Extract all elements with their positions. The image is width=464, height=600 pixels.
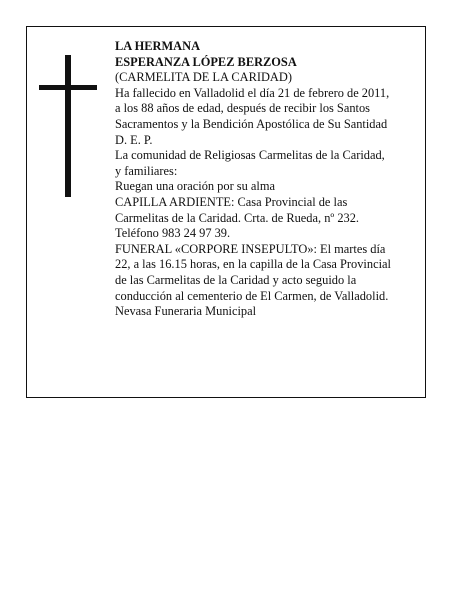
body-line: Carmelitas de la Caridad. Crta. de Rueda, nº 232. — [115, 210, 360, 225]
latin-cross-icon — [39, 55, 97, 197]
body-line: a los 88 años de edad, después de recibir los Santos — [115, 101, 370, 116]
notice-text — [115, 39, 421, 320]
body-line: y familiares: — [115, 163, 178, 178]
body-line: conducción al cementerio de El Carmen, de Valladolid. — [115, 288, 389, 303]
body-line: de las Carmelitas de la Caridad y acto seguido la — [115, 272, 357, 287]
cross-vertical-bar — [65, 55, 71, 197]
body-line: Ruegan una oración por su alma — [115, 179, 275, 194]
religious-order: (CARMELITA DE LA CARIDAD) — [115, 70, 292, 85]
body-line: CAPILLA ARDIENTE: Casa Provincial de las — [115, 194, 348, 209]
body-line: FUNERAL «CORPORE INSEPULTO»: El martes día — [115, 241, 386, 256]
body-line: Teléfono 983 24 97 39. — [115, 226, 231, 241]
cross-horizontal-bar — [39, 85, 97, 90]
body-line: D. E. P. — [115, 132, 153, 147]
body-line: La comunidad de Religiosas Carmelitas de la Caridad, — [115, 148, 385, 163]
body-line: Sacramentos y la Bendición Apostólica de Su Santidad — [115, 116, 388, 131]
obituary-notice — [26, 26, 426, 398]
notice-heading: LA HERMANA — [115, 39, 201, 53]
body-line: 22, a las 16.15 horas, en la capilla de la Casa Provincial — [115, 257, 391, 272]
funeral-home: Nevasa Funeraria Municipal — [115, 304, 257, 319]
deceased-name: ESPERANZA LÓPEZ BERZOSA — [115, 54, 297, 69]
body-line: Ha fallecido en Valladolid el día 21 de febrero de 2011, — [115, 85, 390, 100]
